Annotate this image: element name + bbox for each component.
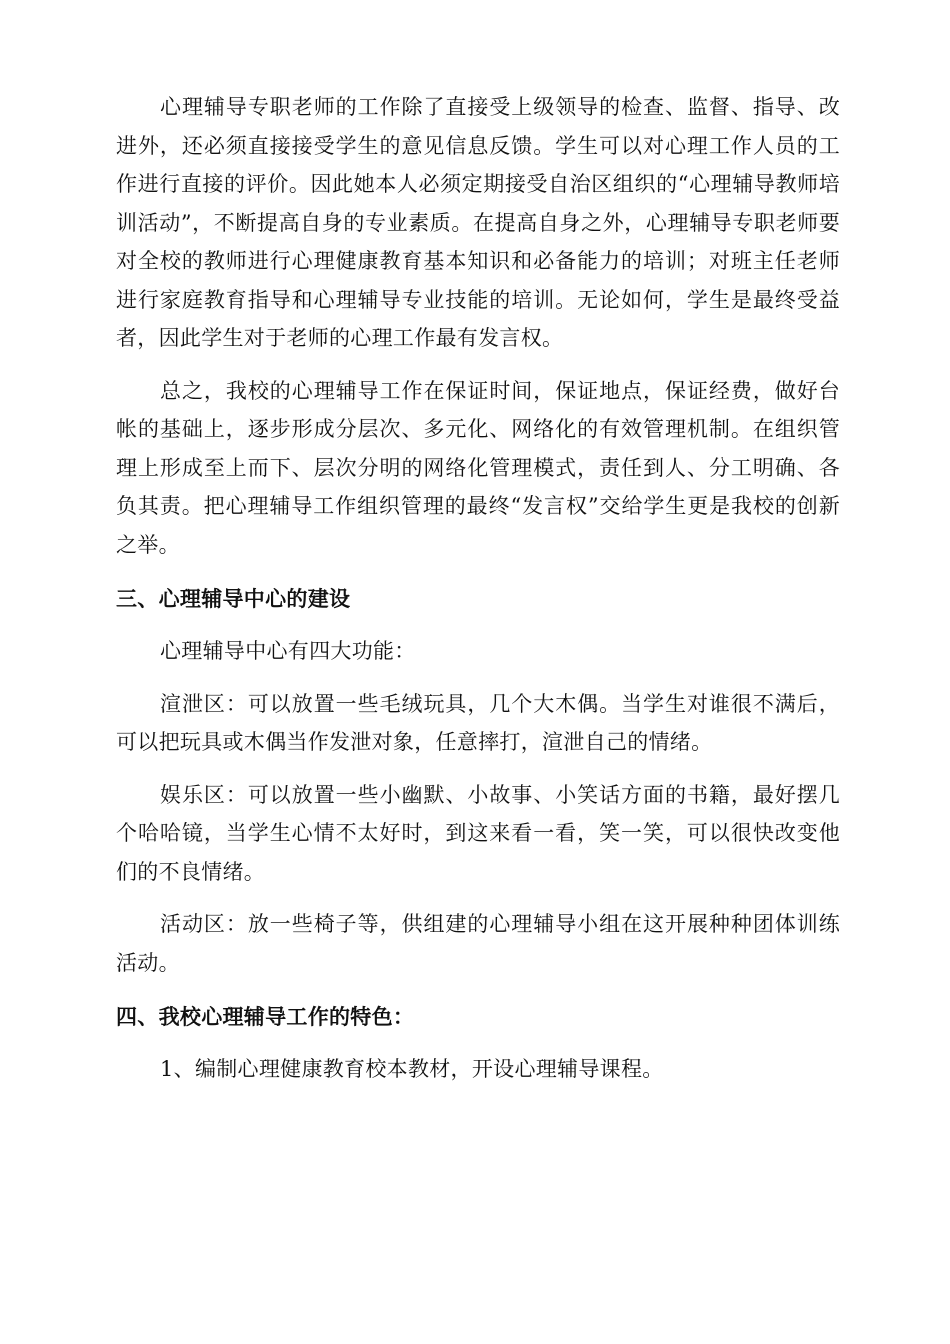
- paragraph-summary: 总之，我校的心理辅导工作在保证时间，保证地点，保证经费，做好台帐的基础上，逐步形成分层次、多元化、网络化的有效管理机制。在组织管理上形成至上而下、层次分明的网络化管理模式，责任到人、分工明确、各负其责。把心理辅导工作组织管理的最终“发言权”交给学生更是我校的创新之举。: [116, 378, 840, 557]
- paragraph-feature-1: 1、编制心理健康教育校本教材，开设心理辅导课程。: [160, 1057, 664, 1081]
- paragraph-venting-area: 渲泄区：可以放置一些毛绒玩具，几个大木偶。当学生对谁很不满后，可以把玩具或木偶当作发泄对象，任意摔打，渲泄自己的情绪。: [116, 691, 840, 754]
- section-heading-center-construction: 三、心理辅导中心的建设: [116, 586, 351, 611]
- paragraph-teacher-feedback: 心理辅导专职老师的工作除了直接受上级领导的检查、监督、指导、改进外，还必须直接接受学生的意见信息反馈。学生可以对心理工作人员的工作进行直接的评价。因此她本人必须定期接受自治区组织的“心理辅导教师培训活动”，不断提高自身的专业素质。在提高自身之外，心理辅导专职老师要对全校的教师进行心理健康教育基本知识和必备能力的培训；对班主任老师进行家庭教育指导和心理辅导专业技能的培训。无论如何，学生是最终受益者，因此学生对于老师的心理工作最有发言权。: [116, 95, 840, 350]
- paragraph-activity-area: 活动区：放一些椅子等，供组建的心理辅导小组在这开展种种团体训练活动。: [116, 912, 840, 975]
- paragraph-entertainment-area: 娱乐区：可以放置一些小幽默、小故事、小笑话方面的书籍，最好摆几个哈哈镜，当学生心情不太好时，到这来看一看，笑一笑，可以很快改变他们的不良情绪。: [116, 782, 840, 884]
- document-page: [116, 88, 840, 1089]
- paragraph-four-functions: 心理辅导中心有四大功能：: [160, 639, 416, 663]
- section-heading-features: 四、我校心理辅导工作的特色：: [116, 1004, 415, 1029]
